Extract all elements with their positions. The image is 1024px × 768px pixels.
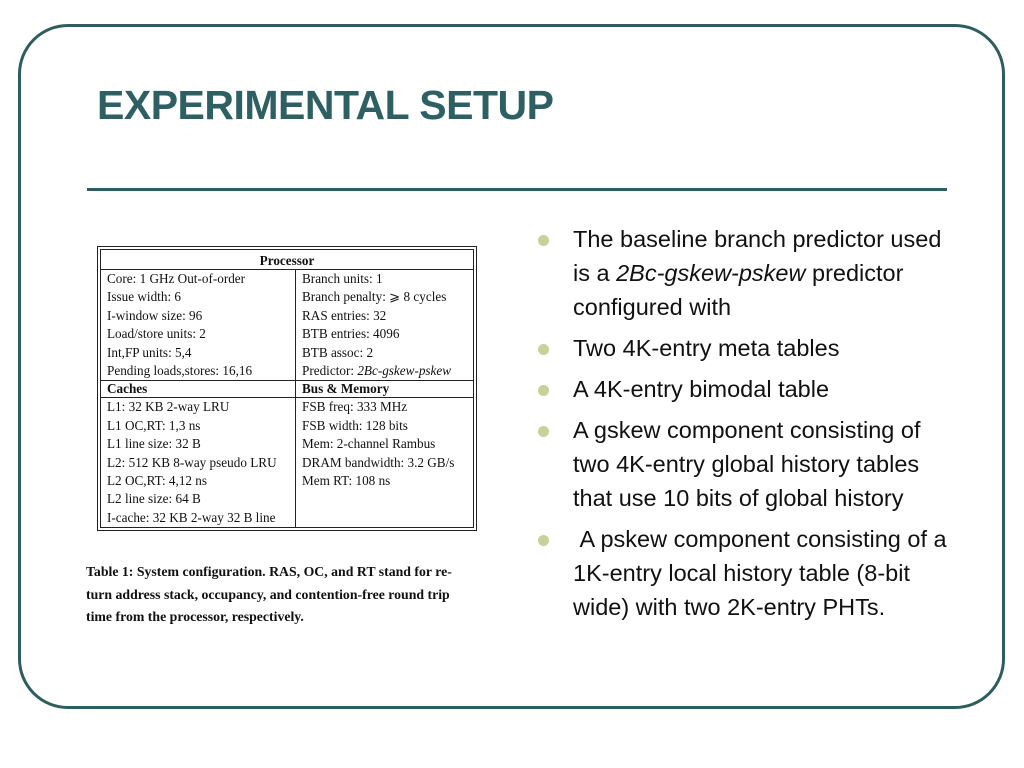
table-cell-text: FSB width: 128 bits — [302, 417, 408, 433]
caption-line: time from the processor, respectively. — [86, 609, 304, 624]
table-cell-text: Mem RT: 108 ns — [302, 473, 391, 489]
table-header-processor: Processor — [101, 250, 474, 270]
table-cell-text: L1 OC,RT: 1,3 ns — [107, 417, 201, 433]
table-cell-text: I-window size: 96 — [107, 307, 203, 323]
bullet-text: The baseline branch predictor used is a — [573, 226, 942, 286]
bullet-item — [538, 372, 948, 406]
bullet-emphasis: 2Bc-gskew-pskew — [616, 260, 806, 286]
processor-right-cell — [296, 270, 474, 381]
caption-line: turn address stack, occupancy, and contention-free round trip — [86, 586, 450, 602]
system-config-table — [100, 249, 474, 528]
table-cell-text: Pending loads,stores: 16,16 — [107, 363, 253, 379]
table-caption — [86, 561, 496, 629]
bus-memory-cell — [296, 398, 474, 528]
bullet-text: Two 4K-entry meta tables — [573, 335, 840, 361]
table-header-caches: Caches — [101, 381, 296, 398]
table-cell-text: RAS entries: 32 — [302, 307, 387, 323]
bullet-text: A 4K-entry bimodal table — [573, 376, 830, 402]
caption-line: Table 1: System configuration. RAS, OC, and RT stand for re- — [86, 564, 452, 579]
bullet-dot-icon — [538, 385, 549, 396]
table-header-bus-memory: Bus & Memory — [296, 381, 474, 398]
bullet-dot-icon — [538, 235, 549, 246]
predictor-label: Predictor: — [302, 363, 358, 379]
bullet-list — [538, 222, 954, 631]
table-cell-text: Mem: 2-channel Rambus — [302, 436, 436, 452]
table-cell-text: Branch penalty: ⩾ 8 cycles — [302, 289, 447, 305]
bullet-item — [538, 522, 954, 624]
bullet-item — [538, 413, 948, 515]
table-cell-text: I-cache: 32 KB 2-way 32 B line — [107, 509, 276, 525]
caches-cell — [101, 398, 296, 528]
bullet-dot-icon — [538, 426, 549, 437]
bullet-item — [538, 331, 948, 365]
table-cell-text: Load/store units: 2 — [107, 326, 206, 342]
processor-left-cell — [101, 270, 296, 381]
predictor-row — [302, 362, 467, 380]
bullet-text: A pskew component consisting of a 1K-entry local history table (8-bit wide) with two 2K-entry PHTs. — [573, 526, 954, 620]
table-cell-text: FSB freq: 333 MHz — [302, 399, 408, 415]
bullet-dot-icon — [538, 535, 549, 546]
table-cell-text: DRAM bandwidth: 3.2 GB/s — [302, 454, 455, 470]
bullet-text: A gskew component consisting of two 4K-entry global history tables that use 10 bits of global history — [573, 417, 921, 511]
table-cell-text: BTB assoc: 2 — [302, 344, 374, 360]
table-cell-text: L2 OC,RT: 4,12 ns — [107, 473, 208, 489]
title-divider — [87, 188, 947, 191]
table-cell-text: L2: 512 KB 8-way pseudo LRU — [107, 454, 277, 470]
table-cell-text: L1: 32 KB 2-way LRU — [107, 399, 230, 415]
table-cell-text: L2 line size: 64 B — [107, 491, 201, 507]
bullet-item — [538, 222, 948, 324]
table-cell-text: BTB entries: 4096 — [302, 326, 400, 342]
table-cell-text: Int,FP units: 5,4 — [107, 344, 192, 360]
bullet-text: predictor configured with — [573, 260, 904, 320]
slide-title: EXPERIMENTAL SETUP — [97, 82, 554, 128]
table-cell-text: Issue width: 6 — [107, 289, 181, 305]
bullet-dot-icon — [538, 344, 549, 355]
system-config-table-image — [100, 249, 474, 528]
table-cell-text: Branch units: 1 — [302, 271, 383, 286]
table-cell-text: L1 line size: 32 B — [107, 436, 201, 452]
predictor-value: 2Bc-gskew-pskew — [357, 363, 452, 379]
table-cell-text: Core: 1 GHz Out-of-order — [107, 271, 246, 286]
